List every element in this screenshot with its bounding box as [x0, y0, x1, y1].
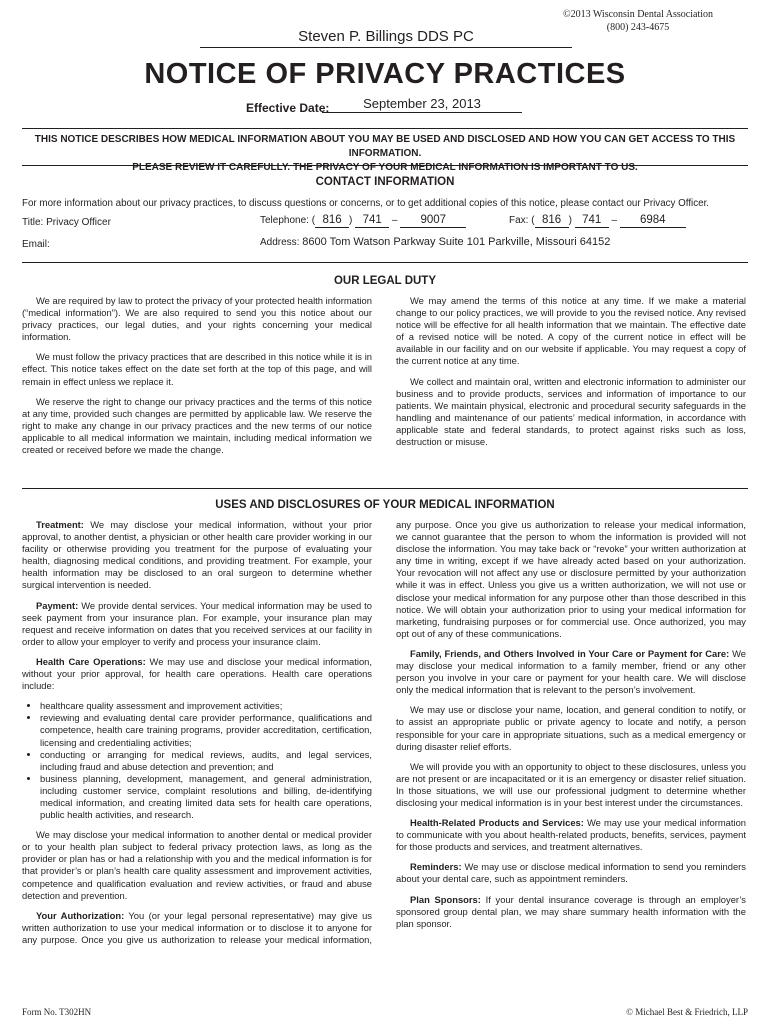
- title-value: Privacy Officer: [46, 217, 111, 228]
- divider: [22, 262, 748, 263]
- legal-duty-heading: OUR LEGAL DUTY: [333, 275, 436, 287]
- page-title: NOTICE OF PRIVACY PRACTICES: [144, 58, 626, 90]
- tel-prefix: 741: [355, 214, 389, 228]
- notice-line-1: THIS NOTICE DESCRIBES HOW MEDICAL INFORMATION ABOUT YOU MAY BE USED AND DISCLOSED AND HOW YOU CAN GET ACCESS TO THIS INFORMATION.: [34, 134, 736, 159]
- address-value: 8600 Tom Watson Parkway Suite 101 Parkville, Missouri 64152: [302, 236, 611, 248]
- effective-date-value: September 23, 2013: [363, 96, 481, 111]
- legal-duty-paragraph: We collect and maintain oral, written and electronic information to administer our business and to provide products, services and information of importance to our patients. We maintain physical, electronic and procedural security safeguards in the handling and maintenance of our patients’ medical information, in accordance with applicable state and federal standards, to protect against risks such as loss, destruction or misuse.: [396, 375, 746, 448]
- products-text: We may use your medical information to communicate with you about health-related products, benefits, services, payment for those products and services, and treatment alternatives.: [396, 817, 747, 853]
- publisher-credit: © Michael Best & Friedrich, LLP: [626, 1007, 748, 1017]
- legal-duty-right-column: [396, 295, 746, 456]
- list-item: • business planning, development, management, and general administration, including customer service, complaint resolutions and billing, de-identifying medical information, and creating limited data sets for health care operations, public health activities, and research.: [40, 773, 372, 821]
- legal-duty-paragraph: We reserve the right to change our privacy practices and the terms of this notice at any time, provided such changes are permitted by applicable law. We reserve the right to make any change in our privacy practices and the new terms of our notice applicable to all medical information we maintain, including medical information we created or received before we made the change.: [22, 395, 372, 456]
- list-item: • healthcare quality assessment and improvement activities;: [40, 700, 372, 712]
- copyright-phone: (800) 243-4675: [606, 22, 670, 33]
- legal-duty-paragraph: We are required by law to protect the privacy of your protected health information (“medical information”). We are also required to send you this notice about our privacy practices, our legal duties, and your rights concerning your medical information.: [22, 295, 372, 343]
- list-item: • conducting or arranging for medical reviews, audits, and legal services, including fraud and abuse detection and prevention; and: [40, 749, 372, 773]
- form-number: Form No. T302HN: [22, 1007, 92, 1017]
- reminders-label: Reminders:: [410, 861, 462, 873]
- title-row: [22, 216, 111, 229]
- hco-label: Health Care Operations:: [36, 655, 146, 667]
- other-provider-paragraph: We may disclose your medical information to another dental or medical provider or to your health plan subject to federal privacy protection laws, as long as the provider or plan has or had a relationship with you and the medical information is for that provider’s or plan’s health care quality assessment and improvement activities, competence and qualification evaluation and review activities, or fraud and abuse detection and prevention.: [22, 829, 372, 901]
- legal-duty-left-column: [22, 295, 372, 464]
- tel-line: 9007: [400, 214, 466, 228]
- contact-heading: CONTACT INFORMATION: [315, 176, 455, 188]
- fax-prefix: 741: [575, 214, 609, 228]
- family-text: We may disclose your medical information to a family member, friend or any other person you involve in your care or payment for your health care. We will disclose only the medical information that is relevant to the person’s involvement.: [396, 647, 746, 696]
- payment-text: We provide dental services. Your medical information may be used to seek payment from your insurance plan. For example, your insurance plan may request and receive information on dates that you received services at our facility in order to allow your employer to verify and process your insurance claim.: [22, 599, 372, 647]
- email-label: Email:: [22, 239, 50, 250]
- authorization-label: Your Authorization:: [36, 909, 125, 921]
- uses-right-column: [396, 519, 746, 938]
- sponsors-label: Plan Sponsors:: [410, 893, 481, 905]
- tel-area: 816: [315, 214, 349, 228]
- authorization-text: You (or your legal personal representative) may give us written authorization to use your medical information or to disclose it to anyone for any purpose. Once you give us authorization to release your medical information,: [22, 909, 372, 945]
- divider: [22, 488, 748, 489]
- effective-date-label: Effective Date:: [246, 101, 330, 115]
- reminders-paragraph: [396, 861, 746, 885]
- authorization-continued: any purpose. Once you give us authorization to release your medical information, we cannot guarantee that the person to whom the information is provided will not disclose the information. You may take back or “revoke” your written authorization at any time in writing, except if we have already acted based on your authorization. Your revocation will not affect any use or disclosure permitted by your authorization while it was in effect. Unless you give us a written authorization, we will not use or disclose your medical information for any purpose other than those described in this notice. We will obtain your authorization prior to using your medical information for marketing, fundraising purposes or for commercial use. Once authorized, you may opt out of any of these communications.: [396, 519, 746, 639]
- telephone-label: Telephone:: [260, 215, 309, 226]
- uses-heading: USES AND DISCLOSURES OF YOUR MEDICAL INFORMATION: [215, 499, 555, 511]
- hco-list: [22, 700, 372, 821]
- effective-date-underline: [322, 112, 522, 113]
- notice-banner: [22, 133, 748, 175]
- sponsors-paragraph: [396, 894, 746, 930]
- contact-intro: For more information about our privacy practices, to discuss questions or concerns, or to get additional copies of this notice, please contact our Privacy Officer.: [22, 198, 710, 209]
- uses-left-column: [22, 519, 372, 946]
- list-item: • reviewing and evaluating dental care provider performance, qualifications and competence, health care training programs, provider accreditation, certification, licensing and credentialing activities;: [40, 712, 372, 748]
- opportunity-paragraph: We will provide you with an opportunity to object to these disclosures, unless you are not present or are incapacitated or it is an emergency or disaster relief situation. In those situations, we will use our professional judgment to determine whether disclosing your medical information is in your best interest under the circumstances.: [396, 760, 746, 808]
- fax-label: Fax:: [509, 215, 529, 226]
- products-paragraph: [396, 817, 746, 853]
- name-location-paragraph: We may use or disclose your name, location, and general condition to notify, or to assist an appropriate public or private agency to locate and notify, a person responsible for your care in appropriate situations, such as a medical emergency or during disaster relief efforts.: [396, 704, 746, 752]
- payment-paragraph: [22, 600, 372, 648]
- title-label: Title:: [22, 217, 44, 228]
- treatment-label: Treatment:: [36, 519, 84, 530]
- family-paragraph: [396, 648, 746, 696]
- address-label: Address:: [260, 237, 300, 248]
- fax-line: 6984: [620, 214, 686, 228]
- products-label: Health-Related Products and Services:: [410, 817, 584, 829]
- hco-paragraph: [22, 656, 372, 692]
- legal-duty-paragraph: We must follow the privacy practices that are described in this notice while it is in effect. This notice takes effect on the date set forth at the top of this page, and will remain in effect unless we replace it.: [22, 351, 372, 387]
- divider: [22, 128, 748, 129]
- sponsors-text: If your dental insurance coverage is through an employer’s sponsored group dental plan, we may share summary health information with the plan sponsor.: [396, 893, 746, 929]
- notice-line-2: PLEASE REVIEW IT CAREFULLY. THE PRIVACY OF YOUR MEDICAL INFORMATION IS IMPORTANT TO US.: [132, 162, 638, 173]
- fax-row: Fax: ( 816 ) 741 – 6984: [509, 214, 686, 228]
- treatment-paragraph: [22, 519, 372, 592]
- telephone-row: Telephone: ( 816 ) 741 – 9007: [260, 214, 466, 228]
- authorization-paragraph: [22, 910, 372, 946]
- practice-name: Steven P. Billings DDS PC: [200, 28, 572, 48]
- reminders-text: We may use or disclose medical information to send you reminders about your dental care, such as appointment reminders.: [396, 861, 746, 885]
- legal-duty-paragraph: We may amend the terms of this notice at any time. If we make a material change to our policy practices, we will provide to you the revised notice. Any revised notice will be effective for all health information that we maintain. The effective date of a revised notice will be noted. A copy of the current notice in effect will be available in our facility and on our website if applicable. You may request a copy of the current notice at any time.: [396, 295, 746, 367]
- address-row: [260, 236, 610, 249]
- copyright-text: ©2013 Wisconsin Dental Association: [562, 9, 714, 20]
- divider: [22, 165, 748, 166]
- payment-label: Payment:: [36, 599, 79, 611]
- hco-text: We may use and disclose your medical information, without your prior approval, for health care operations. Health care operations include:: [22, 655, 372, 692]
- fax-area: 816: [535, 214, 569, 228]
- treatment-text: We may disclose your medical information, without your prior approval, to another dentist, a physician or other health care provider working in our facility or otherwise providing you treatment for the purpose of evaluating your health, diagnosing medical conditions, and providing treatment. For example, your health information may be disclosed to an oral surgeon to determine whether surgical intervention is needed.: [22, 519, 372, 591]
- family-label: Family, Friends, and Others Involved in Your Care or Payment for Care:: [410, 647, 730, 659]
